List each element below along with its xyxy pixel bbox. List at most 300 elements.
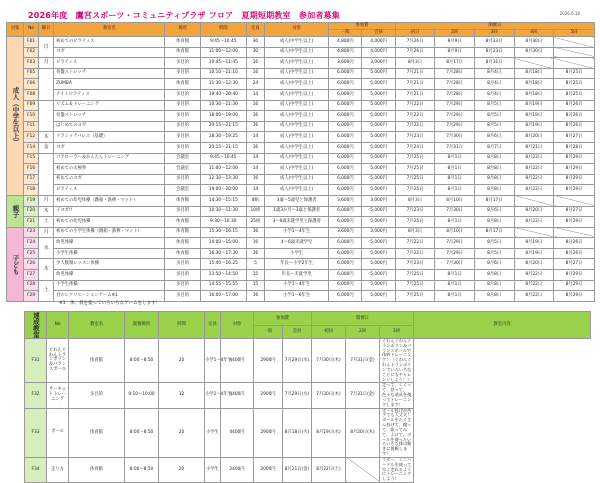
session-date-3: 8月8日 (474, 164, 514, 175)
sport-col-course: 教室名 (69, 312, 125, 339)
course-target: 成人(中学生以上) (265, 164, 329, 175)
course-place: 多目的 (69, 383, 125, 408)
course-target: 成人(中学生以上) (265, 153, 329, 164)
fee-member: 2900円 (254, 383, 283, 408)
session-date-5 (554, 58, 595, 69)
course-capacity: 16 (246, 248, 264, 259)
course-time: 8:00～8:50 (125, 408, 159, 457)
course-time: 8:00～8:50 (125, 457, 159, 482)
session-date-5: 8月27日 (554, 206, 595, 217)
course-content: 走って、くぐって、登って、色々な道具を使ってトレーニングします！ (380, 383, 414, 408)
session-date-3: 8月20日(木) (346, 408, 380, 457)
session-date-4: 8月22日 (514, 164, 554, 175)
course-no: F26 (24, 259, 39, 270)
weekday: 月 (39, 58, 54, 69)
course-name: ぐわんぐわんトランポリン＆バランスボール (47, 339, 69, 383)
session-date-3: 8月4日 (474, 68, 514, 79)
course-capacity: 16 (246, 111, 264, 122)
course-no: F05 (24, 68, 39, 79)
session-date-4: 8月18日 (514, 79, 554, 90)
session-date-2: 7月30日 (435, 259, 475, 270)
course-name: リズム＆トレーニング (54, 100, 165, 111)
course-time: 19:40～20:40 (200, 89, 246, 100)
course-name: 少人数制レッスン体操 (54, 259, 165, 270)
col-date-1: 初日 (395, 30, 435, 37)
course-time: 9:30～10:30 (200, 217, 246, 228)
session-date-2: 8月9日 (435, 37, 475, 48)
fee-member: 5,000円 (362, 100, 395, 111)
fee-member: 5,000円 (362, 291, 395, 302)
fee-general: 6,000円 (329, 100, 362, 111)
course-name: 骨盤ストレッチ (54, 68, 165, 79)
course-target: 小学生 (205, 457, 221, 482)
session-date-4: 8月21日 (514, 142, 554, 153)
fee-member: 5,000円 (362, 153, 395, 164)
session-date-5: 8月29日 (554, 217, 595, 228)
course-name: ピラティス (54, 58, 165, 69)
table-row (7, 164, 595, 175)
course-place: 体育館 (165, 195, 200, 206)
course-capacity: 30 (246, 47, 264, 58)
col-fee-general: 一般 (329, 30, 362, 37)
course-time: 10:10～11:10 (200, 68, 246, 79)
course-time: 19:00～20:00 (200, 185, 246, 196)
course-place: 体育館 (165, 227, 200, 238)
course-no: F27 (24, 270, 39, 281)
session-date-4 (514, 58, 554, 69)
session-date-1: 7月25日 (395, 270, 435, 281)
session-date-1: 7月25日 (395, 153, 435, 164)
session-date-5: 8月27日 (554, 259, 595, 270)
session-date-2: 8月10日 (435, 227, 475, 238)
course-target: 小学1～4年生 (205, 383, 221, 408)
course-capacity: 10組 (246, 206, 264, 217)
table-row (7, 47, 595, 58)
col-fee-group: 参加費 (329, 23, 395, 30)
fee-general: 6,000円 (329, 121, 362, 132)
session-date-2: 8月10日 (435, 195, 475, 206)
fee-general: 6,000円 (329, 111, 362, 122)
fee-general: 6,000円 (329, 270, 362, 281)
session-date-2: 7月29日 (435, 121, 475, 132)
fee-member: 3,000円 (362, 227, 395, 238)
session-date-5: 8月27日 (554, 132, 595, 143)
course-place: 多目的 (165, 100, 200, 111)
course-place: 多目的 (165, 259, 200, 270)
session-date-1: 8月3日 (395, 195, 435, 206)
course-name: クラシックバレエ（基礎） (54, 132, 165, 143)
session-date-5: 8月28日 (554, 142, 595, 153)
table-row (7, 37, 595, 48)
course-target: 成人(中学生以上) (265, 89, 329, 100)
course-no: F32 (25, 383, 47, 408)
course-place: 多目的 (165, 58, 200, 69)
sport-col-fee-group: 参加費 (254, 312, 312, 326)
session-date-3: 8月5日 (474, 100, 514, 111)
fee-general: 6,000円 (329, 291, 362, 302)
course-capacity: 14 (246, 132, 264, 143)
table-row (7, 58, 595, 69)
sport-col-place: 開催場所 (125, 312, 159, 339)
course-place: 会議室 (165, 164, 200, 175)
course-place: 多目的 (165, 142, 200, 153)
course-target: 成人(中学生以上) (265, 132, 329, 143)
course-time: 8:00～8:50 (125, 339, 159, 383)
course-target: 成人(中学生以上) (265, 121, 329, 132)
course-capacity: 16 (246, 174, 264, 185)
session-date-4: 8月20日 (514, 132, 554, 143)
fee-member: 5,000円 (362, 68, 395, 79)
fee-general: 6,000円 (329, 280, 362, 291)
course-name: 初めてのヨガ (54, 174, 165, 185)
session-date-5 (554, 195, 595, 206)
course-target: 成人(中学生以上) (265, 68, 329, 79)
course-capacity: 16 (246, 58, 264, 69)
fee-general: 6,000円 (329, 238, 362, 249)
fee-general: 6,000円 (329, 164, 362, 175)
course-capacity: 16 (246, 238, 264, 249)
course-time: 9:45～10:45 (200, 153, 246, 164)
course-place: 会議室 (165, 185, 200, 196)
session-date-1: 7月25日 (395, 291, 435, 302)
session-date-4: 8月19日 (514, 238, 554, 249)
fee-general: 3,600円 (329, 58, 362, 69)
session-date-4: 8月18日 (514, 89, 554, 100)
session-date-1: 7月26日 (395, 47, 435, 58)
session-date-2: 7月31日 (435, 142, 475, 153)
session-date-3: 8月5日 (474, 111, 514, 122)
session-date-4: 8月22日 (514, 217, 554, 228)
course-time: 9:10～10:00 (125, 383, 159, 408)
col-date-3: 3回 (474, 30, 514, 37)
course-capacity: 16 (246, 142, 264, 153)
session-date-1: 7月23日 (395, 132, 435, 143)
course-target: 小学1～4年生 (265, 280, 329, 291)
fee-general: 6,000円 (329, 142, 362, 153)
course-no: F18 (24, 185, 39, 196)
table-row (7, 174, 595, 185)
session-date-1: 7月25日 (395, 217, 435, 228)
session-date-3: 8月5日 (474, 238, 514, 249)
course-content: ボール投げが苦手でも大丈夫！ボールをたくさん投げて、蹴って、取ってみて、よけて。ボールを使ったいろいろな体の動きに挑戦します！ (380, 408, 414, 457)
sport-col-fee-member: 会員 (283, 326, 312, 339)
weekday (39, 153, 54, 195)
session-date-2: 7月28日 (435, 89, 475, 100)
session-date-3: 8月17日 (474, 195, 514, 206)
session-date-5: 8月26日 (554, 121, 595, 132)
col-place: 場所 (165, 23, 200, 37)
session-date-1: 7月25日 (395, 174, 435, 185)
table-row (7, 270, 595, 281)
course-no: F11 (24, 121, 39, 132)
col-course: 教室名 (54, 23, 165, 37)
session-date-1: 7月25日 (395, 164, 435, 175)
course-time: 12:30～13:30 (200, 174, 246, 185)
course-capacity: 12 (159, 383, 205, 408)
course-time: 18:00～19:00 (200, 111, 246, 122)
course-target: 成人(中学生以上) (265, 47, 329, 58)
course-no: F17 (24, 174, 39, 185)
session-date-3: 8月8日 (474, 280, 514, 291)
course-name: 幼児体操 (54, 270, 165, 281)
session-date-3: 7月31日(金) (346, 383, 380, 408)
course-target: 4～6歳未就学児 (265, 238, 329, 249)
fee-general: 4,800円 (329, 47, 362, 58)
sport-col-capacity: 定員 (205, 312, 221, 339)
course-name: 君のレクリエーションゲーム※1 (54, 291, 165, 302)
course-place: 多目的 (165, 280, 200, 291)
session-date-1: 7月29日(水) (283, 339, 312, 383)
fee-member: 5,000円 (362, 206, 395, 217)
fee-general: 6,000円 (329, 248, 362, 259)
course-capacity: 24 (246, 79, 264, 90)
session-date-3: 8月6日 (474, 206, 514, 217)
session-date-2: 8月1日 (435, 217, 475, 228)
course-place: 体育館 (69, 457, 125, 482)
session-date-5: 8月26日 (554, 248, 595, 259)
course-target: 1歳3か月～3歳と保護者 (265, 206, 329, 217)
session-date-2: 8月22日(土) (312, 457, 346, 482)
session-date-3: 7月31日(金) (346, 339, 380, 383)
fee-general: 2400円 (221, 457, 254, 482)
fee-member: 5,000円 (362, 238, 395, 249)
session-date-4: 8月19日 (514, 248, 554, 259)
session-date-4: 8月30日 (514, 37, 554, 48)
course-target: 小学1～4年生 (265, 227, 329, 238)
session-date-3: 8月5日 (474, 121, 514, 132)
session-date-4: 8月30日 (514, 47, 554, 58)
course-capacity: 15 (246, 270, 264, 281)
session-date-5: 8月29日 (554, 174, 595, 185)
session-date-1: 7月29日(水) (283, 383, 312, 408)
page-title: 2026年度 鷹宮スポーツ・コミュニティプラザ フロア 夏期短期教室 参加者募集 (28, 11, 340, 20)
session-date-4: 8月18日 (514, 68, 554, 79)
session-date-1: 7月22日 (395, 121, 435, 132)
session-date-1: 8月3日 (395, 58, 435, 69)
weekday: 木 (39, 259, 54, 280)
fee-general: 6,000円 (329, 185, 362, 196)
course-place: 多目的 (165, 132, 200, 143)
session-date-1: 7月21日 (395, 68, 435, 79)
col-day: 曜日 (39, 23, 54, 37)
session-date-2: 7月30日(木) (312, 339, 346, 383)
fee-general: 3,600円 (329, 227, 362, 238)
sport-col-date-3: 3回 (380, 326, 414, 339)
col-date-5: 5回 (554, 30, 595, 37)
footnote: ※1 体、仮を使っていろいろなゲームをします！ (59, 301, 161, 306)
fee-member: 5,000円 (362, 280, 395, 291)
session-date-3: 8月6日 (474, 259, 514, 270)
fee-general: 6,000円 (329, 217, 362, 228)
course-capacity: 30 (246, 37, 264, 48)
session-date-5: 8月25日 (554, 79, 595, 90)
course-name: 小学生体操 (54, 248, 165, 259)
session-date-5 (554, 227, 595, 238)
fee-general: 6,000円 (329, 153, 362, 164)
course-no: F01 (24, 37, 39, 48)
course-no: F25 (24, 248, 39, 259)
session-date-1: 7月25日 (395, 185, 435, 196)
session-date-3: 8月6日 (474, 132, 514, 143)
weekday (39, 68, 54, 100)
course-place: 多目的 (165, 121, 200, 132)
session-date-2: 8月1日 (435, 185, 475, 196)
session-date-5: 8月29日 (554, 270, 595, 281)
course-name: 初めての幼児体操（跳箱・鉄棒・マット） (54, 195, 165, 206)
course-place: 体育館 (165, 37, 200, 48)
course-capacity: 16 (246, 291, 264, 302)
fee-general: 4400円 (221, 408, 254, 457)
table-row (7, 121, 595, 132)
table-row (7, 79, 595, 90)
session-date-1: 7月21日 (395, 89, 435, 100)
course-time: 16:00～17:00 (200, 291, 246, 302)
session-date-2: 8月9日 (435, 47, 475, 58)
sport-col-fee-general: 一般 (254, 326, 283, 339)
course-name: 初めての太極拳 (54, 164, 165, 175)
course-time: 14:55～15:55 (200, 280, 246, 291)
fee-general: 6,000円 (329, 89, 362, 100)
session-date-2: 8月1日 (435, 164, 475, 175)
session-date-5 (554, 47, 595, 58)
course-capacity: 20 (159, 457, 205, 482)
course-no: F08 (24, 89, 39, 100)
course-target: 成人(中学生以上) (265, 185, 329, 196)
session-date-4: 8月19日 (514, 111, 554, 122)
course-no: F10 (24, 111, 39, 122)
course-no: F21 (24, 217, 39, 228)
course-target: 年長～未就学児 (265, 270, 329, 281)
course-content: ぐわんぐわんトランポリン＆バランスボールで体幹トレーニング！（ぐわんぐわんトランポリンでいろいろなことにもチャレンジしよう！） (380, 339, 414, 383)
session-date-4: 8月19日 (514, 100, 554, 111)
session-date-2: 7月29日 (435, 248, 475, 259)
sport-table-row (25, 408, 591, 457)
col-fee-member: 会員 (362, 30, 395, 37)
course-place: 多目的 (165, 291, 200, 302)
session-date-3: 8月8日 (474, 217, 514, 228)
course-capacity: 5 (246, 259, 264, 270)
session-date-3: 8月17日 (474, 227, 514, 238)
category-family: 親子 (7, 195, 24, 227)
session-date-3 (346, 457, 380, 482)
course-no: F12 (24, 132, 39, 143)
course-target: 成人(中学生以上) (265, 111, 329, 122)
weekday: 木 (39, 206, 54, 217)
fee-member: 5,000円 (362, 217, 395, 228)
weekday: 日 (39, 37, 54, 58)
course-target: 成人(中学生以上) (265, 100, 329, 111)
col-no: No (24, 23, 39, 37)
course-place: 体育館 (165, 248, 200, 259)
session-date-1: 8月21日(金) (283, 457, 312, 482)
course-time: 16:30～17:30 (200, 248, 246, 259)
course-time: 9:45～10:45 (200, 37, 246, 48)
category-child: 子ども (7, 227, 24, 301)
table-row (7, 259, 595, 270)
course-name: ボール (47, 408, 69, 457)
table-row (7, 206, 595, 217)
course-no: F03 (24, 58, 39, 69)
course-capacity: 20 (159, 408, 205, 457)
session-date-4: 8月19日 (514, 121, 554, 132)
session-date-1: 7月22日 (395, 248, 435, 259)
speed-course-category: 速成教室 (25, 312, 47, 339)
table-row (7, 100, 595, 111)
session-date-3: 8月8日 (474, 153, 514, 164)
course-no: F24 (24, 238, 39, 249)
course-place: 体育館 (165, 217, 200, 228)
session-date-5: 8月26日 (554, 238, 595, 249)
course-target: 小学生 (265, 248, 329, 259)
table-row (7, 185, 595, 196)
table-row (7, 238, 595, 249)
course-no: F23 (24, 227, 39, 238)
table-row (7, 153, 595, 164)
fee-general: 4400円 (221, 383, 254, 408)
course-content: ラダー、ミニハードルを使って早く走れるようにトレーニングしよう！ (380, 457, 414, 482)
course-time: 13:50～14:50 (200, 270, 246, 281)
course-capacity: 16 (246, 227, 264, 238)
course-name: ピラティス (54, 185, 165, 196)
fee-member: 5,000円 (362, 270, 395, 281)
fee-member: 4,000円 (362, 47, 395, 58)
fee-member: 5,000円 (362, 164, 395, 175)
session-date-2: 8月17日 (435, 58, 475, 69)
session-date-3: 8月8日 (474, 174, 514, 185)
fee-member: 5,000円 (362, 259, 395, 270)
col-capacity: 定員 (246, 23, 264, 37)
weekday: 土 (39, 217, 54, 228)
fee-member: 5,000円 (362, 248, 395, 259)
course-target: 成人(中学生以上) (265, 174, 329, 185)
course-time: 11:00～12:00 (200, 47, 246, 58)
session-date-2: 7月29日 (435, 238, 475, 249)
session-date-3: 8月8日 (474, 291, 514, 302)
course-name: はじめてのヨガ (54, 121, 165, 132)
course-no: F34 (25, 457, 47, 482)
table-row (7, 217, 595, 228)
session-date-1: 8月18日(火) (283, 408, 312, 457)
sport-table-row (25, 339, 591, 383)
course-no: F02 (24, 47, 39, 58)
fee-general: 3,600円 (329, 195, 362, 206)
course-capacity: 14 (246, 164, 264, 175)
course-time: 10:30～11:30 (200, 206, 246, 217)
session-date-2: 8月1日 (435, 153, 475, 164)
course-capacity: 16 (246, 121, 264, 132)
session-date-1: 7月22日 (395, 100, 435, 111)
table-row (7, 280, 595, 291)
session-date-5: 8月29日 (554, 185, 595, 196)
session-date-2: 7月29日 (435, 100, 475, 111)
fee-general: 6,000円 (329, 174, 362, 185)
course-capacity: 16 (246, 68, 264, 79)
session-date-3: 8月8日 (474, 270, 514, 281)
session-date-1: 7月23日 (395, 206, 435, 217)
sport-col-date-1: 初回 (312, 326, 346, 339)
session-date-2: 7月29日 (435, 111, 475, 122)
table-row (7, 68, 595, 79)
course-time: 14:00～15:00 (200, 238, 246, 249)
col-date-4: 4回 (514, 30, 554, 37)
course-no: F20 (24, 206, 39, 217)
session-date-2: 7月28日 (435, 79, 475, 90)
table-row (7, 142, 595, 153)
fee-general: 6,000円 (329, 132, 362, 143)
fee-member: 5,000円 (362, 121, 395, 132)
course-no: F29 (24, 291, 39, 302)
course-capacity: 25組 (246, 217, 264, 228)
